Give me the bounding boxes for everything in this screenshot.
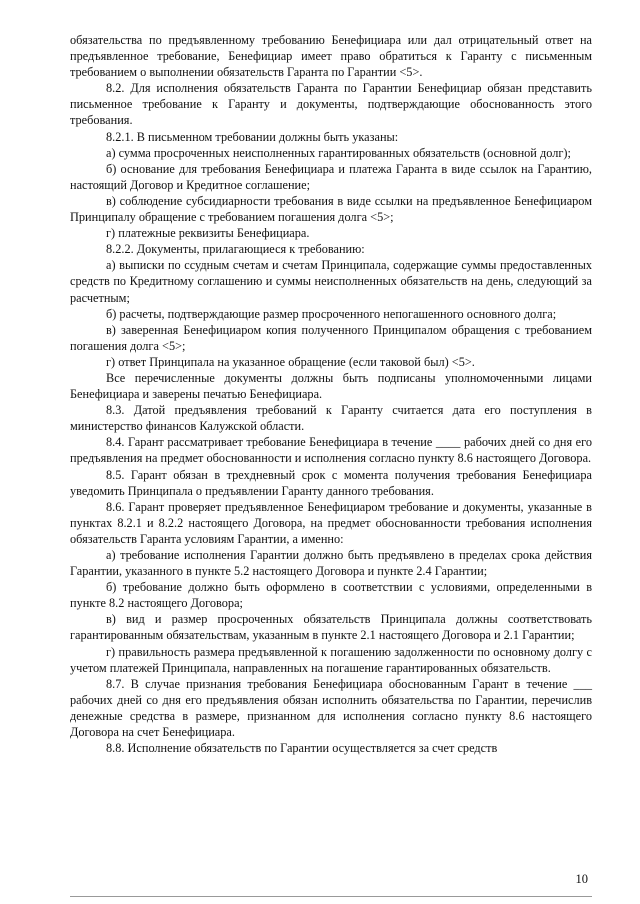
paragraph: 8.6. Гарант проверяет предъявленное Бенефициаром требование и документы, указанные в пунктах 8.2.1 и 8.2.2 настоящего Договора, на предмет обоснованности требования исполнения обязательств Гаранта условиям Гарантии, а именно: xyxy=(70,499,592,546)
paragraph: б) расчеты, подтверждающие размер просроченного непогашенного основного долга; xyxy=(106,306,557,321)
paragraph: 8.2. Для исполнения обязательств Гаранта по Гарантии Бенефициар обязан представить письменное требование к Гаранту и документы, подтверждающие обоснованность этого требования. xyxy=(70,81,592,128)
paragraph: г) правильность размера предъявленной к погашению задолженности по основному долгу с учетом платежей Принципала, направленных на погашение гарантированных обязательств. xyxy=(70,644,592,675)
paragraph: 8.8. Исполнение обязательств по Гарантии осуществляется за счет средств xyxy=(106,741,498,756)
paragraph: Все перечисленные документы должны быть подписаны уполномоченными лицами Бенефициара и заверены печатью Бенефициара. xyxy=(70,370,592,402)
paragraph: а) выписки по ссудным счетам и счетам Принципала, содержащие суммы предоставленных средств по Кредитному соглашению и суммы неисполненных обязательств на день, следующий за расчетным; xyxy=(70,258,592,305)
paragraph: г) платежные реквизиты Бенефициара. xyxy=(106,226,310,241)
paragraph: б) требование должно быть оформлено в соответствии с условиями, определенными в пункте 8.2 настоящего Договора; xyxy=(70,580,592,611)
paragraph: 8.2.1. В письменном требовании должны быть указаны: xyxy=(106,129,399,144)
paragraph: 8.2.2. Документы, прилагающиеся к требованию: xyxy=(106,242,365,257)
document-body xyxy=(70,32,592,756)
paragraph: а) сумма просроченных неисполненных гарантированных обязательств (основной долг); xyxy=(106,145,571,160)
paragraph: обязательства по предъявленному требованию Бенефициара или дал отрицательный ответ на предъявленное требование, Бенефициар имеет право обратиться к Гаранту с письменным требованием о выполнении обязательств Гаранта по Гарантии <5>. xyxy=(70,33,592,80)
page-number: 10 xyxy=(575,872,588,886)
paragraph: а) требование исполнения Гарантии должно быть предъявлено в пределах срока действия Гарантии, указанного в пункте 5.2 настоящего Договора и пункте 2.4 Гарантии; xyxy=(70,548,592,579)
paragraph: 8.4. Гарант рассматривает требование Бенефициара в течение ____ рабочих дней со дня его предъявления на предмет обоснованности и исполнения согласно пункту 8.6 настоящего Договора. xyxy=(70,435,592,466)
paragraph: в) вид и размер просроченных обязательств Принципала должны соответствовать гарантированным обязательствам, указанным в пункте 2.1 настоящего Договора и 2.1 Гарантии; xyxy=(70,612,592,643)
paragraph: б) основание для требования Бенефициара и платежа Гаранта в виде ссылок на Гарантию, настоящий Договор и Кредитное соглашение; xyxy=(70,161,592,192)
paragraph: в) соблюдение субсидиарности требования в виде ссылки на предъявленное Бенефициаром Принципалу обращение с требованием погашения долга <5>; xyxy=(70,193,592,225)
paragraph: 8.3. Датой предъявления требований к Гаранту считается дата его поступления в министерство финансов Калужской области. xyxy=(70,403,592,434)
paragraph: 8.5. Гарант обязан в трехдневный срок с момента получения требования Бенефициара уведомить Принципала о предъявлении Гаранту данного требования. xyxy=(70,467,592,498)
footer-divider xyxy=(70,896,592,897)
paragraph: в) заверенная Бенефициаром копия полученного Принципалом обращения с требованием погашения долга <5>; xyxy=(70,322,592,353)
paragraph: 8.7. В случае признания требования Бенефициара обоснованным Гарант в течение ___ рабочих дней со дня его предъявления обязан исполнить обязательства по Гарантии, перечислив денежные средства в размере, признанном для исполнения согласно пункту 8.6 настоящего Договора на счет Бенефициара. xyxy=(70,676,592,740)
paragraph: г) ответ Принципала на указанное обращение (если таковой был) <5>. xyxy=(106,354,475,369)
